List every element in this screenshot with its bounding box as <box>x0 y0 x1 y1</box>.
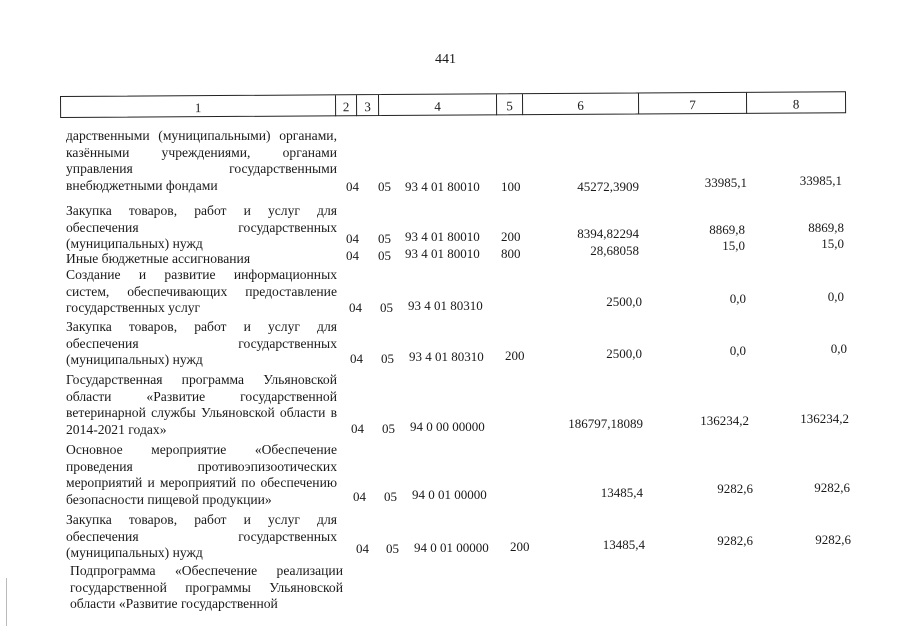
row-col7: 15,0 <box>722 238 745 253</box>
row-description: Закупка товаров, работ и услуг для обеспечения государственных (муниципальных) нужд <box>66 203 337 252</box>
row-col7: 8869,8 <box>709 222 745 237</box>
row-description: Подпрограмма «Обеспечение реализации государственной программы Ульяновской области «Развитие государственной <box>70 563 343 612</box>
row-col8: 0,0 <box>830 341 847 356</box>
header-col-6: 6 <box>523 93 639 115</box>
row-podrazdel: 05 <box>381 351 394 366</box>
row-col6: 186797,18089 <box>568 416 643 431</box>
page-number: 441 <box>435 52 456 67</box>
row-col6: 8394,82294 <box>577 226 639 241</box>
row-target-code: 93 4 01 80010 <box>405 229 480 244</box>
row-expense-type: 100 <box>501 179 521 194</box>
row-col7: 0,0 <box>729 291 746 306</box>
row-col6: 13485,4 <box>600 485 643 500</box>
row-expense-type: 200 <box>510 539 530 554</box>
row-description: Закупка товаров, работ и услуг для обеспечения государственных (муниципальных) нужд <box>66 319 337 368</box>
row-col6: 28,68058 <box>590 243 639 258</box>
header-col-1: 1 <box>61 95 336 118</box>
row-col6: 2500,0 <box>606 294 642 309</box>
row-expense-type: 200 <box>501 229 521 244</box>
row-target-code: 94 0 01 00000 <box>414 540 489 555</box>
row-col8: 136234,2 <box>800 411 849 426</box>
row-col8: 8869,8 <box>808 220 844 235</box>
row-description: Иные бюджетные ассигнования <box>66 251 251 266</box>
row-col6: 2500,0 <box>606 346 642 361</box>
header-col-4: 4 <box>379 94 497 116</box>
row-description: Основное мероприятие «Обеспечение проведения противоэпизоотических мероприятий и мероприятий по обеспечению безопасности пищевой продукции» <box>66 442 337 507</box>
row-razdel: 04 <box>346 231 359 246</box>
row-razdel: 04 <box>353 489 366 504</box>
row-target-code: 94 0 00 00000 <box>410 419 485 434</box>
row-col7: 9282,6 <box>717 481 753 496</box>
row-podrazdel: 05 <box>386 541 399 556</box>
row-col7: 33985,1 <box>704 175 747 190</box>
row-col7: 9282,6 <box>717 533 753 548</box>
row-description: Государственная программа Ульяновской области «Развитие государственной ветеринарной службы Ульяновской области в 2014-2021 годах» <box>66 372 337 437</box>
row-target-code: 93 4 01 80010 <box>405 246 480 261</box>
row-razdel: 04 <box>350 351 363 366</box>
row-target-code: 93 4 01 80310 <box>408 298 483 313</box>
header-col-7: 7 <box>639 93 747 115</box>
row-col8: 15,0 <box>821 236 844 251</box>
row-col7: 0,0 <box>729 343 746 358</box>
row-podrazdel: 05 <box>378 231 391 246</box>
row-expense-type: 200 <box>505 348 525 363</box>
row-podrazdel: 05 <box>378 248 391 263</box>
row-col6: 13485,4 <box>602 537 645 552</box>
row-razdel: 04 <box>346 179 359 194</box>
row-col8: 9282,6 <box>814 480 850 495</box>
row-podrazdel: 05 <box>382 421 395 436</box>
scan-edge-mark <box>6 578 7 626</box>
header-col-3: 3 <box>357 95 379 116</box>
header-col-8: 8 <box>792 96 800 112</box>
row-target-code: 93 4 01 80310 <box>409 349 484 364</box>
row-description: дарственными (муниципальными) органами, казёнными учреждениями, органами управления государственными внебюджетными фондами <box>66 128 337 193</box>
row-podrazdel: 05 <box>380 300 393 315</box>
row-razdel: 04 <box>356 541 369 556</box>
row-col7: 136234,2 <box>700 413 749 428</box>
row-podrazdel: 05 <box>378 179 391 194</box>
row-description: Закупка товаров, работ и услуг для обеспечения государственных (муниципальных) нужд <box>66 512 337 561</box>
row-col8: 0,0 <box>827 289 844 304</box>
row-podrazdel: 05 <box>384 489 397 504</box>
header-col-2: 2 <box>336 95 357 116</box>
row-razdel: 04 <box>346 248 359 263</box>
row-description: Создание и развитие информационных систем, обеспечивающих предоставление государственных услуг <box>66 267 337 316</box>
row-target-code: 94 0 01 00000 <box>412 487 487 502</box>
row-razdel: 04 <box>351 421 364 436</box>
row-col6: 45272,3909 <box>577 179 639 194</box>
row-razdel: 04 <box>349 300 362 315</box>
row-target-code: 93 4 01 80010 <box>405 179 480 194</box>
row-col8: 9282,6 <box>815 532 851 547</box>
row-col8: 33985,1 <box>799 173 842 188</box>
table-header <box>60 91 846 118</box>
row-expense-type: 800 <box>501 246 521 261</box>
header-col-5: 5 <box>497 94 523 115</box>
